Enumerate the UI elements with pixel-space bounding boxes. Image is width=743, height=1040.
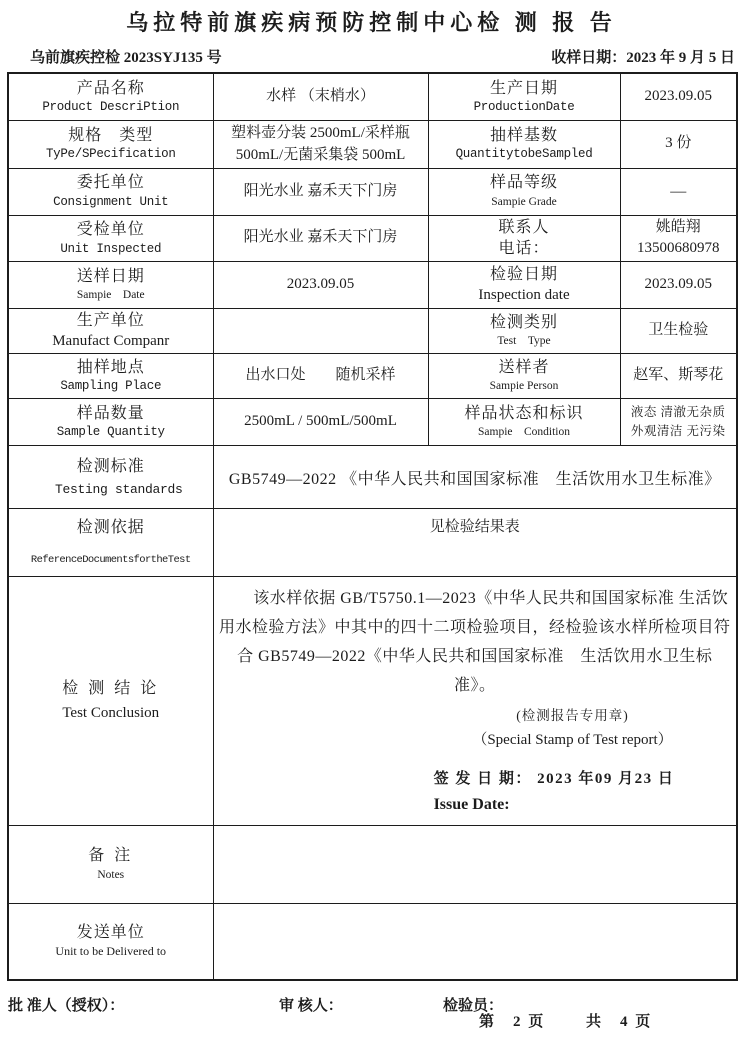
label-en: Unit Inspected (60, 241, 162, 256)
label-en: Sample Quantity (56, 425, 165, 440)
label-cn: 委托单位 (76, 174, 145, 192)
contact-phone-value-cell (620, 215, 737, 262)
label-en: ReferenceDocumentsfortheTest (30, 553, 191, 566)
sample-quantity-label-cell (8, 399, 213, 446)
label-en: Sampling Place (60, 379, 162, 394)
stamp-label-en: （Special Stamp of Test report） (472, 732, 673, 749)
label-en: Manufact Companr (52, 333, 170, 350)
cell-value: 2023.09.05 (286, 276, 355, 293)
label-en: Test Conclusion (62, 705, 160, 722)
testing-standards-label-cell (8, 446, 213, 509)
approver-label: 批 准人（授权）： (8, 997, 125, 1014)
label-cn: 送样日期 (76, 267, 145, 285)
cell-value: 阳光水业 嘉禾天下门房 (243, 229, 398, 246)
cell-value: 塑料壶分装 2500mL/采样瓶 500mL/无菌采集袋 500mL (231, 124, 410, 163)
label-en: Test Type (497, 335, 551, 348)
cell-value: — (670, 182, 687, 200)
label-cn: 产品名称 (76, 79, 145, 97)
table-row (8, 399, 737, 446)
label-cn: 受检单位 (76, 221, 145, 239)
report-title: 乌拉特前旗疾病预防控制中心检 测 报 告 (126, 10, 617, 35)
cell-value: GB5749—2022 《中华人民共和国国家标准 生活饮用水卫生标准》 (228, 470, 721, 488)
table-row (8, 215, 737, 262)
delivery-unit-label-cell (8, 904, 213, 980)
production-date-label-cell (428, 73, 620, 120)
sampling-place-value-cell (213, 354, 428, 399)
stamp-label-cn: (检测报告专用章) (516, 708, 629, 724)
unit-inspected-label-cell (8, 215, 213, 262)
reference-documents-value-cell (213, 509, 737, 577)
label-en: Unit to be Delivered to (55, 944, 167, 959)
label-cn: 抽样地点 (76, 358, 145, 376)
cell-value: 阳光水业 嘉禾天下门房 (243, 182, 398, 199)
label-en: Sampie Condition (478, 426, 570, 439)
cell-value: 卫生检验 (648, 322, 709, 339)
sample-person-label-cell (428, 354, 620, 399)
inspector-label: 检验员： (443, 997, 504, 1014)
cell-value: 出水口处 随机采样 (245, 367, 396, 384)
issue-date-cn: 签 发 日 期： 2023 年09 月23 日 (433, 770, 675, 787)
label-en: Inspection date (478, 287, 570, 304)
table-row (8, 73, 737, 120)
label-cn: 规格 类型 (68, 126, 154, 144)
label-en: Sampie Grade (491, 195, 557, 208)
label-cn: 检 测 结 论 (62, 680, 160, 698)
report-table (7, 72, 738, 981)
label-cn: 样品等级 (489, 174, 558, 192)
cell-value: 2023.09.05 (644, 276, 712, 293)
label-cn: 样品状态和标识 (464, 404, 584, 422)
label-en: Product DescriPtion (42, 100, 180, 115)
page-number: 第 2 页 (479, 1014, 546, 1030)
issue-date-block (434, 767, 732, 818)
table-row (8, 826, 737, 904)
sample-condition-label-cell (428, 399, 620, 446)
doc-number: 乌前旗疾控检 2023SYJ135 号 (30, 50, 222, 66)
sample-grade-label-cell (428, 168, 620, 215)
table-row (8, 168, 737, 215)
contact-name: 姚皓翔 (655, 218, 701, 235)
inspection-date-value-cell (620, 262, 737, 309)
conclusion-label-cell (8, 577, 213, 826)
sample-date-value-cell (213, 262, 428, 309)
product-name-value-cell (213, 73, 428, 120)
manufacturer-label-cell (8, 309, 213, 354)
table-row (8, 577, 737, 826)
label-en: Notes (97, 868, 125, 881)
label-cn: 检验日期 (489, 266, 558, 284)
received-date: 收样日期：2023 年 9 月 5 日 (551, 50, 735, 66)
production-date-value-cell (620, 73, 737, 120)
sample-person-value-cell (620, 354, 737, 399)
sample-base-label-cell (428, 120, 620, 168)
contact-phone-label-cell (428, 215, 620, 262)
label-en: Testing standards (54, 481, 183, 497)
label-en: Consignment Unit (53, 194, 169, 209)
testing-standards-value-cell (213, 446, 737, 509)
reference-documents-label-cell (8, 509, 213, 577)
table-row (8, 509, 737, 577)
cell-value: 水样 （末梢水） (266, 87, 375, 104)
test-type-label-cell (428, 309, 620, 354)
notes-label-cell (8, 826, 213, 904)
product-name-label-cell (8, 73, 213, 120)
cell-value: 2023.09.05 (644, 87, 712, 104)
total-pages: 共 4 页 (586, 1014, 653, 1030)
label-cn: 检测依据 (76, 519, 145, 537)
label-cn: 样品数量 (76, 404, 145, 422)
label-cn: 检测标准 (76, 457, 145, 475)
sample-condition-value-cell (620, 399, 737, 446)
table-row (8, 120, 737, 168)
table-row (8, 262, 737, 309)
label-cn: 检测类别 (489, 313, 558, 331)
consignment-unit-label-cell (8, 168, 213, 215)
label-en: Sampie Date (76, 289, 145, 302)
label-cn2: 电话： (498, 240, 550, 258)
table-row (8, 309, 737, 354)
label-en: Sampie Person (489, 380, 559, 393)
sample-grade-value-cell (620, 168, 737, 215)
label-cn: 送样者 (498, 358, 550, 376)
label-cn: 生产日期 (489, 79, 558, 97)
cell-value: 赵军、斯琴花 (633, 367, 724, 384)
table-row (8, 904, 737, 980)
unit-inspected-value-cell (213, 215, 428, 262)
report-subheader (0, 37, 743, 67)
conclusion-paragraph: 该水样依据 GB/T5750.1—2023《中华人民共和国国家标准 生活饮用水检验方法》中其中的四十二项检验项目，经检验该水样所检项目符合 GB5749—2022《中华人民共和国国家标准 生活饮用水卫生标准》。 (218, 590, 731, 695)
delivery-unit-value-cell (213, 904, 737, 980)
label-cn: 抽样基数 (489, 126, 558, 144)
manufacturer-value-cell (213, 309, 428, 354)
sampling-place-label-cell (8, 354, 213, 399)
table-row (8, 354, 737, 399)
table-row (8, 446, 737, 509)
cell-value: 2500mL / 500mL/500mL (244, 413, 397, 430)
stamp-block (423, 705, 721, 753)
inspection-date-label-cell (428, 262, 620, 309)
label-cn: 发送单位 (76, 923, 145, 941)
label-cn: 备 注 (88, 847, 134, 865)
label-cn: 生产单位 (76, 312, 145, 330)
condition-line-1: 液态 清澈无杂质 (630, 404, 726, 419)
sample-base-value-cell (620, 120, 737, 168)
spec-type-value-cell (213, 120, 428, 168)
cell-value: 见检验结果表 (429, 519, 520, 535)
spec-type-label-cell (8, 120, 213, 168)
conclusion-value-cell (213, 577, 737, 826)
reviewer-label: 审 核人： (279, 997, 343, 1014)
issue-date-en: Issue Date: (433, 796, 510, 814)
sample-date-label-cell (8, 262, 213, 309)
cell-value: 3 份 (665, 135, 692, 152)
consignment-unit-value-cell (213, 168, 428, 215)
label-cn: 联系人 (498, 218, 550, 236)
label-en: ProductionDate (473, 100, 575, 115)
label-en: TyPe/SPecification (45, 147, 176, 162)
condition-line-2: 外观清洁 无污染 (630, 424, 726, 438)
label-en: QuantitytobeSampled (455, 147, 593, 162)
test-type-value-cell (620, 309, 737, 354)
sample-quantity-value-cell (213, 399, 428, 446)
contact-number: 13500680978 (637, 240, 720, 257)
notes-value-cell (213, 826, 737, 904)
